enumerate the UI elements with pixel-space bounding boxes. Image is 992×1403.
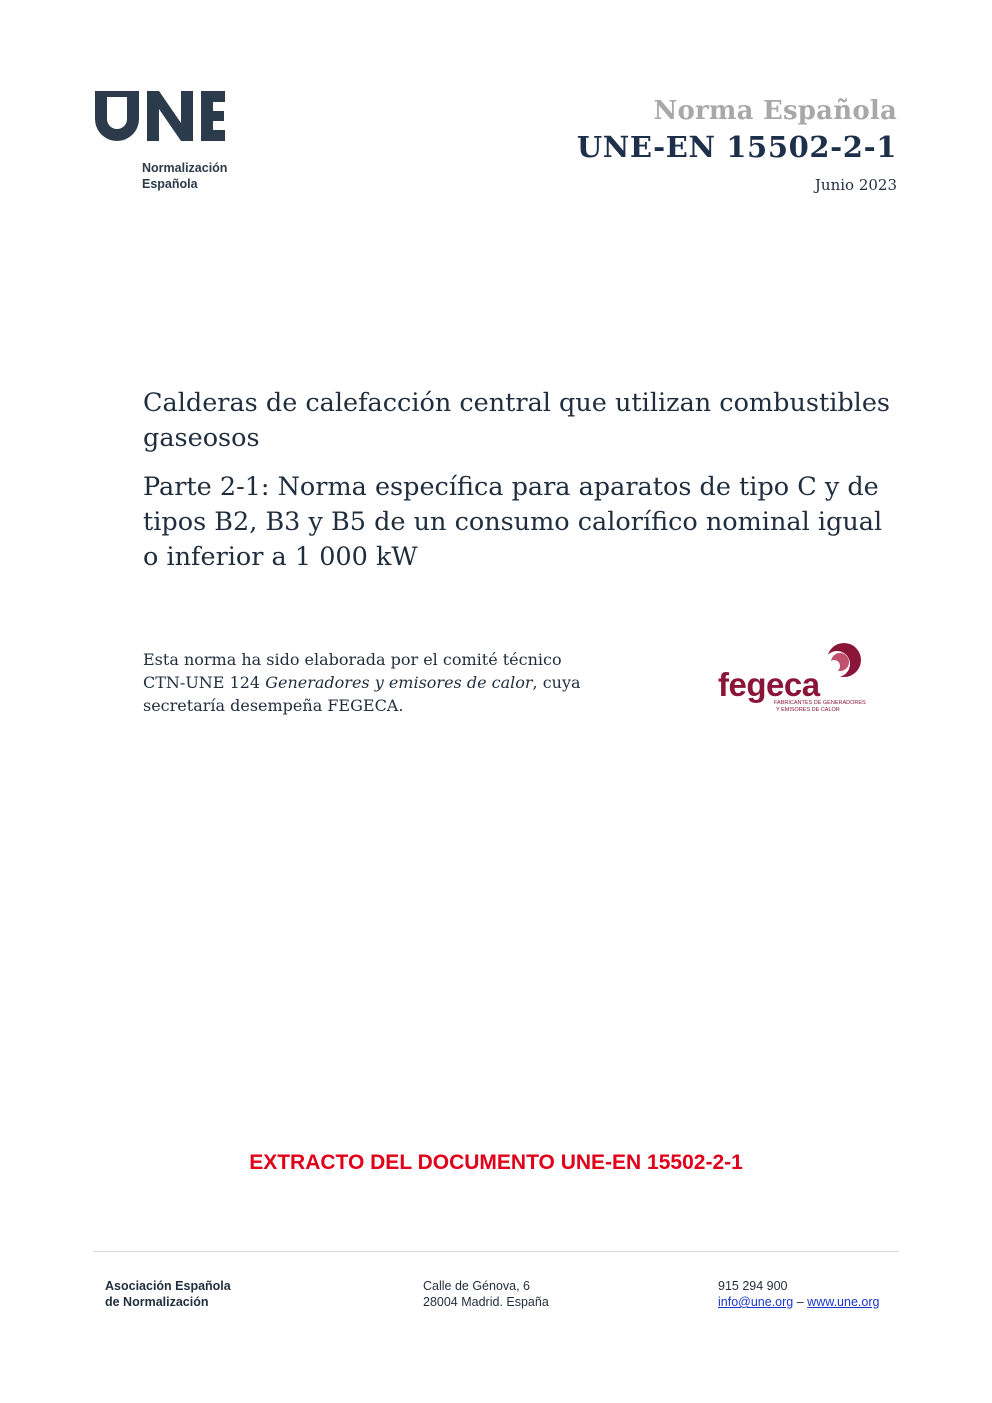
logo-subtitle-line2: Española (142, 177, 198, 191)
document-part-title (143, 470, 903, 575)
committee-line2 (143, 671, 623, 694)
title-part-line3: o inferior a 1 000 kW (143, 542, 418, 572)
norma-label: Norma Española (653, 96, 897, 126)
svg-text:FABRICANTES DE GENERADORES: FABRICANTES DE GENERADORES (774, 700, 866, 706)
footer-divider (93, 1251, 899, 1252)
footer-address-line1: Calle de Génova, 6 (423, 1279, 531, 1293)
committee-paragraph (143, 648, 623, 717)
footer-links (718, 1294, 879, 1310)
footer-phone: 915 294 900 (718, 1279, 788, 1293)
fegeca-logo-icon (716, 640, 876, 718)
footer-separator: – (796, 1295, 804, 1309)
committee-name: Generadores y emisores de calor (265, 673, 533, 692)
une-logo (93, 88, 243, 198)
logo-subtitle-line1: Normalización (142, 161, 228, 175)
title-main-line1: Calderas de calefacción central que utilizan combustibles (143, 388, 891, 418)
footer-address-line2: 28004 Madrid. España (423, 1295, 549, 1309)
title-part-line2: tipos B2, B3 y B5 de un consumo calorífico nominal igual (143, 507, 883, 537)
committee-line2-suffix: , cuya (532, 673, 581, 692)
footer-organization (105, 1278, 231, 1310)
committee-line3: secretaría desempeña FEGECA. (143, 696, 404, 715)
norma-date: Junio 2023 (814, 176, 897, 194)
committee-code: CTN-UNE 124 (143, 673, 266, 692)
footer-address (423, 1278, 549, 1310)
svg-text:fegeca: fegeca (718, 666, 820, 703)
extract-banner: EXTRACTO DEL DOCUMENTO UNE-EN 15502-2-1 (249, 1151, 743, 1174)
document-title (143, 386, 903, 456)
fegeca-logo (716, 640, 876, 718)
title-main-line2: gaseosos (143, 423, 260, 453)
email-link[interactable]: info@une.org (718, 1295, 794, 1309)
svg-text:Y EMISORES DE CALOR: Y EMISORES DE CALOR (776, 707, 840, 713)
committee-line1: Esta norma ha sido elaborada por el comité técnico (143, 650, 562, 669)
title-part-line1: Parte 2-1: Norma específica para aparatos de tipo C y de (143, 472, 879, 502)
footer-contact (718, 1278, 879, 1310)
une-wordmark-icon (93, 88, 243, 148)
website-link[interactable]: www.une.org (807, 1295, 880, 1309)
norma-code: UNE-EN 15502-2-1 (576, 130, 897, 164)
footer-org-line2: de Normalización (105, 1295, 209, 1309)
footer-org-line1: Asociación Española (105, 1279, 231, 1293)
